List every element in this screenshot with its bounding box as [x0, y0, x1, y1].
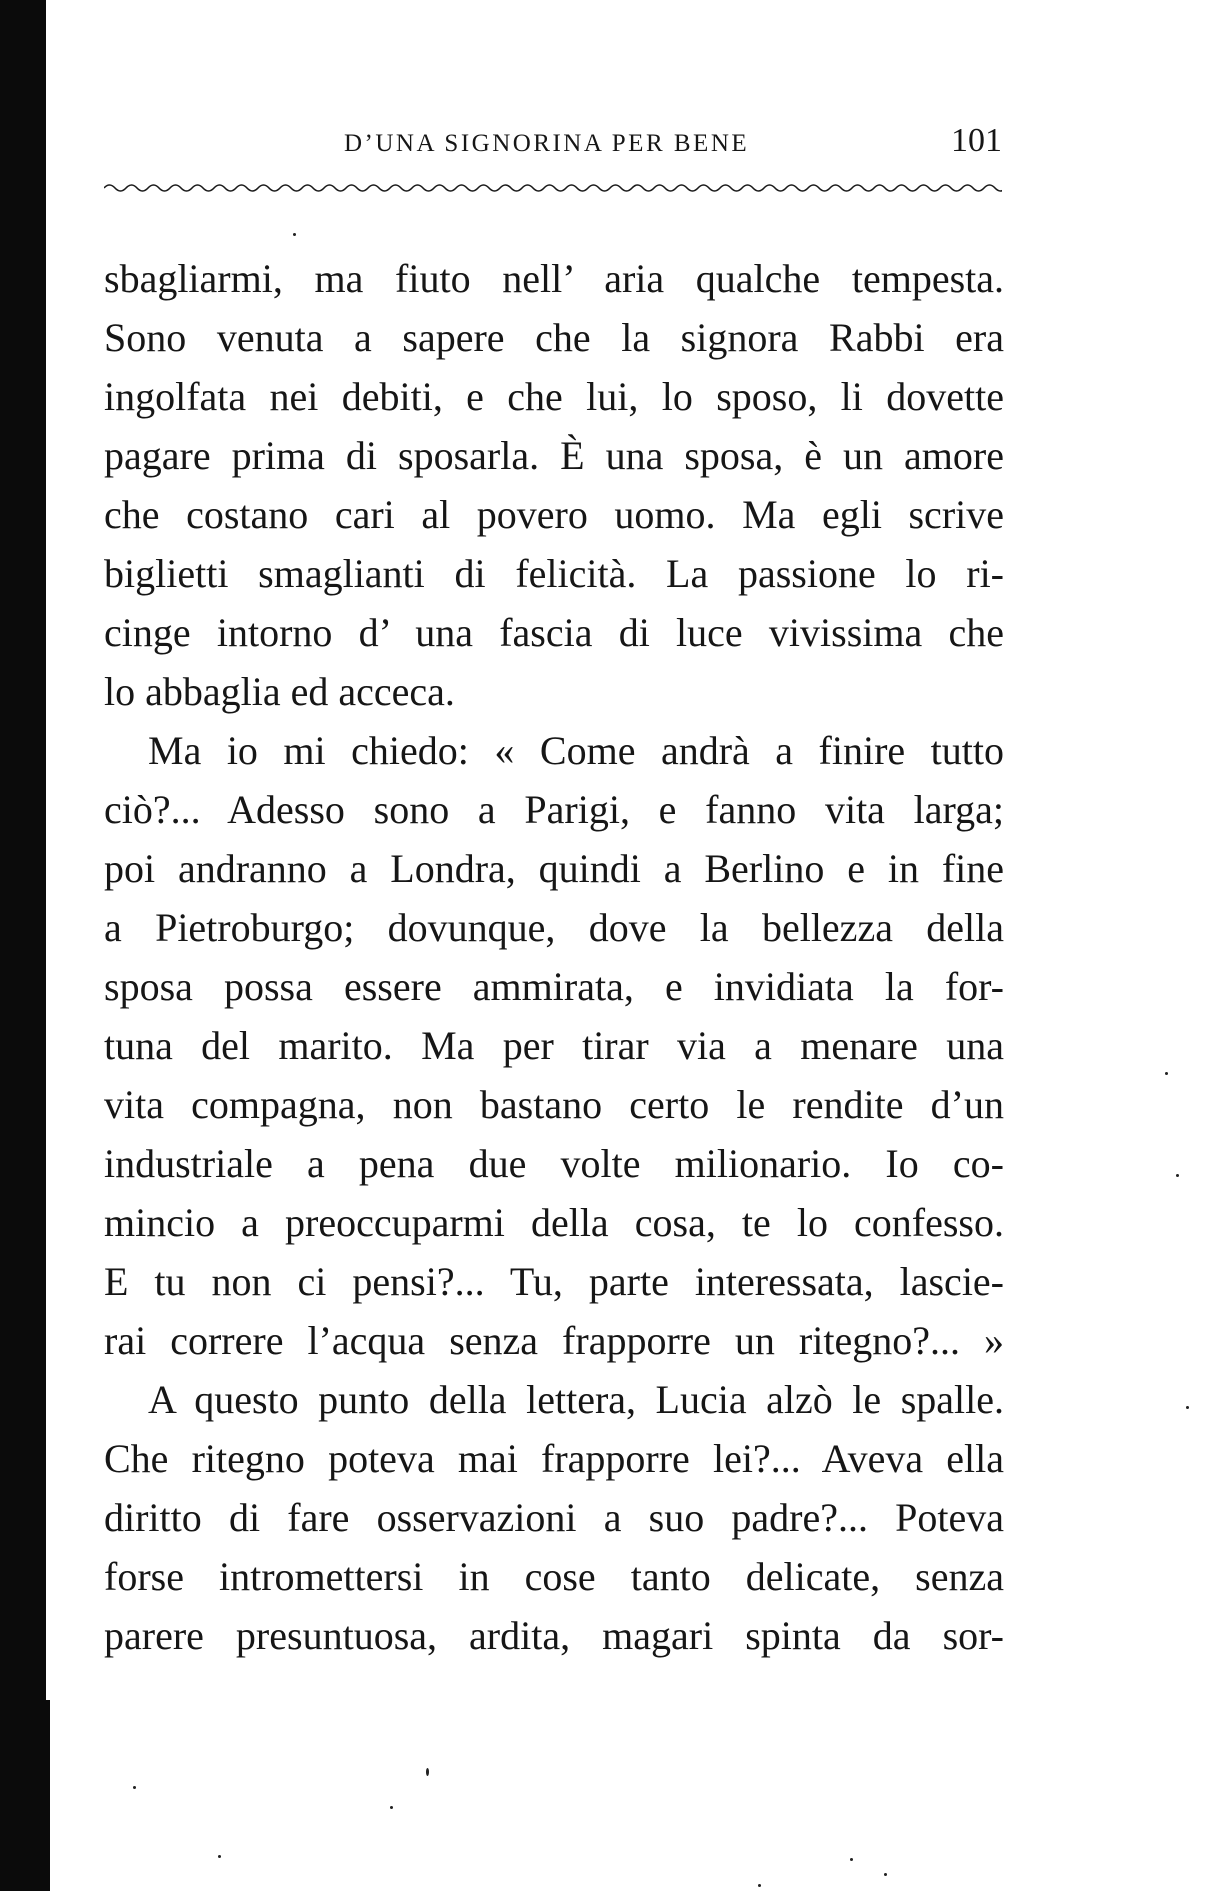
text-line: E tu non ci pensi?... Tu, parte interessata, lascie-: [104, 1259, 1004, 1304]
text-line: Sono venuta a sapere che la signora Rabbi era: [104, 315, 1004, 360]
running-title: D’UNA SIGNORINA PER BENE: [344, 130, 750, 157]
text-line: industriale a pena due volte milionario. Io co-: [104, 1141, 1004, 1186]
text-line: diritto di fare osservazioni a suo padre?... Poteva: [104, 1495, 1004, 1540]
text-line: biglietti smaglianti di felicità. La passione lo ri-: [104, 551, 1004, 596]
text-line: che costano cari al povero uomo. Ma egli scrive: [104, 492, 1004, 537]
text-line: parere presuntuosa, ardita, magari spinta da sor-: [104, 1613, 1004, 1658]
running-head: [104, 122, 1010, 172]
text-line: forse intromettersi in cose tanto delicate, senza: [104, 1554, 1004, 1599]
text-line: mincio a preoccuparmi della cosa, te lo confesso.: [104, 1200, 1004, 1245]
text-line: cinge intorno d’ una fascia di luce vivissima che: [104, 610, 1004, 655]
text-line: ciò?... Adesso sono a Parigi, e fanno vita larga;: [104, 787, 1004, 832]
text-line: vita compagna, non bastano certo le rendite d’un: [104, 1082, 1004, 1127]
text-line: poi andranno a Londra, quindi a Berlino e in fine: [104, 846, 1004, 891]
text-line: sposa possa essere ammirata, e invidiata la for-: [104, 964, 1004, 1009]
text-line: sbagliarmi, ma fiuto nell’ aria qualche tempesta.: [104, 256, 1004, 301]
text-line: Che ritegno poteva mai frapporre lei?... Aveva ella: [104, 1436, 1004, 1481]
text-line: a Pietroburgo; dovunque, dove la bellezza della: [104, 905, 1004, 950]
wavy-rule-divider: [104, 180, 1002, 196]
text-line: pagare prima di sposarla. È una sposa, è un amore: [104, 433, 1004, 478]
text-line: ingolfata nei debiti, e che lui, lo sposo, li dovette: [104, 374, 1004, 419]
text-line: tuna del marito. Ma per tirar via a menare una: [104, 1023, 1004, 1068]
page-number: 101: [951, 122, 1002, 159]
text-line: Ma io mi chiedo: « Come andrà a finire tutto: [148, 728, 1004, 773]
text-line: lo abbaglia ed acceca.: [104, 669, 455, 714]
text-line: A questo punto della lettera, Lucia alzò le spalle.: [148, 1377, 1004, 1422]
body-text: [104, 249, 1004, 1665]
text-line: rai correre l’acqua senza frapporre un ritegno?... »: [104, 1318, 1004, 1363]
